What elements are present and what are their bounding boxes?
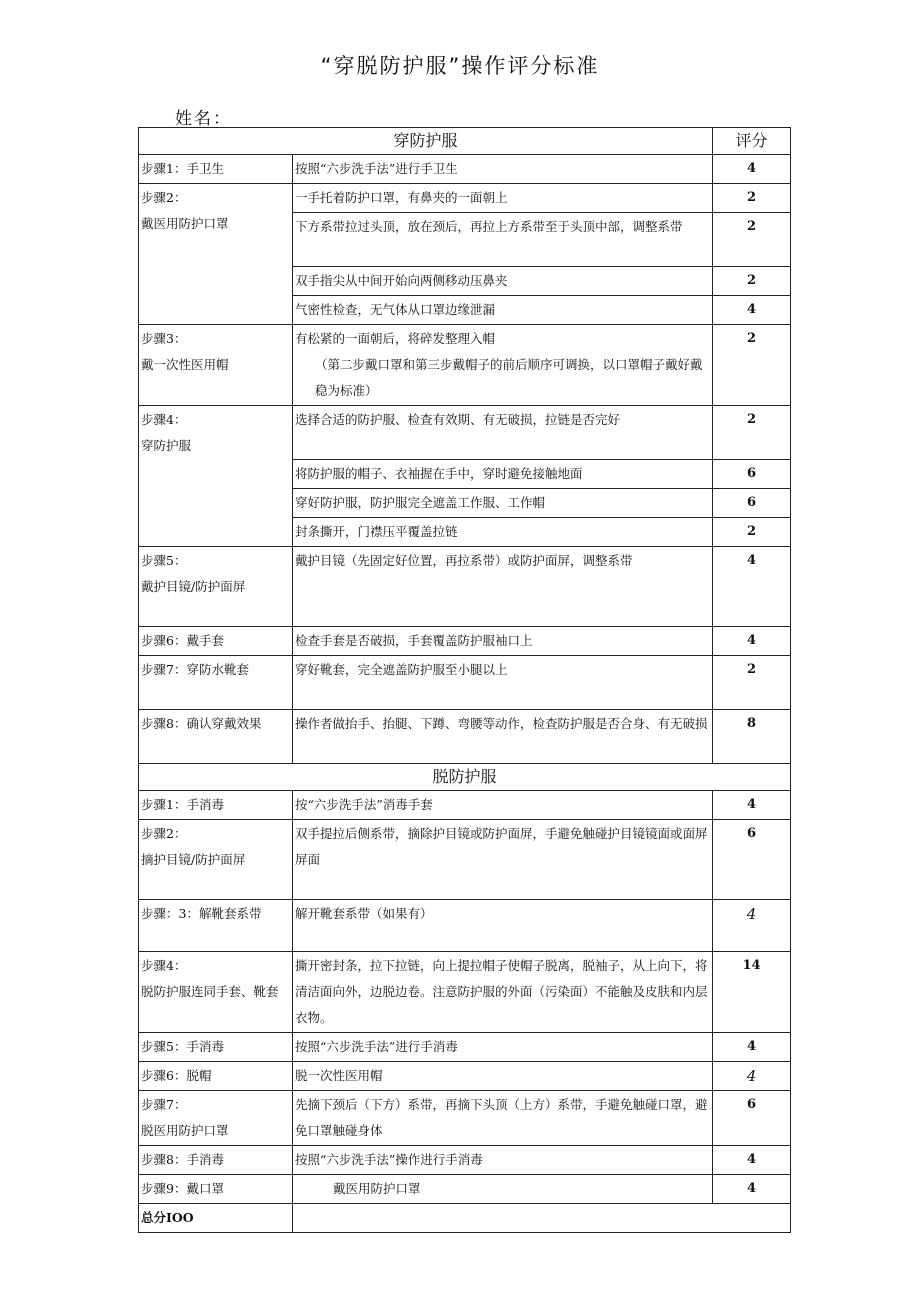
table-row xyxy=(139,656,791,710)
step-label: 步骤7： xyxy=(141,1097,187,1112)
table-row xyxy=(139,184,791,213)
step-name: 脱医用防护口罩 xyxy=(141,1123,229,1138)
desc-cell xyxy=(293,325,713,406)
step-cell: 步骤5：手消毒 xyxy=(139,1033,293,1062)
score-cell: 4 xyxy=(713,1033,791,1062)
step-cell: 步骤6：戴手套 xyxy=(139,627,293,656)
score-cell: 6 xyxy=(713,489,791,518)
desc-cell: 按照“六步洗手法”操作进行手消毒 xyxy=(293,1146,713,1175)
step-cell xyxy=(139,184,293,325)
desc-cell: 将防护服的帽子、衣袖握在手中，穿时避免接触地面 xyxy=(293,460,713,489)
step-label: 步骤2： xyxy=(141,190,187,205)
score-cell: 2 xyxy=(713,406,791,460)
step-cell xyxy=(139,820,293,900)
score-cell: 6 xyxy=(713,460,791,489)
score-cell: 2 xyxy=(713,213,791,267)
desc-note: （第二步戴口罩和第三步戴帽子的前后顺序可调换，以口罩帽子戴好戴稳为标准） xyxy=(315,357,703,398)
step-name: 穿防护服 xyxy=(141,438,192,453)
step-cell: 步骤9：戴口罩 xyxy=(139,1175,293,1204)
total-score: 总分IOO xyxy=(139,1204,293,1233)
score-cell: 6 xyxy=(713,820,791,900)
step-label: 步骤5： xyxy=(141,553,187,568)
desc-cell: 按“六步洗手法”消毒手套 xyxy=(293,791,713,820)
step-label: 步骤3： xyxy=(141,331,187,346)
score-cell: 2 xyxy=(713,267,791,296)
score-cell: 2 xyxy=(713,518,791,547)
score-cell: 4 xyxy=(713,296,791,325)
desc-cell: 一手托着防护口罩，有鼻夹的一面朝上 xyxy=(293,184,713,213)
table-row xyxy=(139,710,791,764)
desc-cell: 按照“六步洗手法”进行手消毒 xyxy=(293,1033,713,1062)
step-name: 戴一次性医用帽 xyxy=(141,357,229,372)
score-cell: 8 xyxy=(713,710,791,764)
desc-cell: 先摘下颈后（下方）系带，再摘下头顶（上方）系带，手避免触碰口罩，避免口罩触碰身体 xyxy=(293,1091,713,1146)
table-row xyxy=(139,1175,791,1204)
score-cell: 4 xyxy=(713,155,791,184)
desc-cell: 脱一次性医用帽 xyxy=(293,1062,713,1091)
score-cell: 2 xyxy=(713,325,791,406)
desc-cell: 穿好靴套，完全遮盖防护服至小腿以上 xyxy=(293,656,713,710)
step-cell: 步骤：3：解靴套系带 xyxy=(139,900,293,952)
desc-cell: 穿好防护服，防护服完全遮盖工作服、工作帽 xyxy=(293,489,713,518)
table-row xyxy=(139,1091,791,1146)
step-name: 戴护目镜/防护面屏 xyxy=(141,579,246,594)
step-cell: 步骤8：确认穿戴效果 xyxy=(139,710,293,764)
total-empty-cell xyxy=(293,1204,791,1233)
table-row xyxy=(139,952,791,1033)
don-section-header: 穿防护服 xyxy=(139,128,713,155)
step-cell xyxy=(139,1091,293,1146)
step-label: 步骤4： xyxy=(141,412,187,427)
step-name: 戴医用防护口罩 xyxy=(141,216,229,231)
step-cell: 步骤7：穿防水靴套 xyxy=(139,656,293,710)
desc-text: 有松紧的一面朝后，将碎发整理入帽 xyxy=(295,331,496,346)
desc-cell: 下方系带拉过头顶，放在颈后，再拉上方系带至于头顶中部，调整系带 xyxy=(293,213,713,267)
name-label: 姓名： xyxy=(175,109,232,129)
desc-cell: 气密性检查，无气体从口罩边缘泄漏 xyxy=(293,296,713,325)
desc-cell: 撕开密封条，拉下拉链，向上提拉帽子使帽子脱离，脱袖子，从上向下，将清洁面向外，边脱边卷。注意防护服的外面（污染面）不能触及皮肤和内层衣物。 xyxy=(293,952,713,1033)
score-cell: 4 xyxy=(713,900,791,952)
step-name: 摘护目镜/防护面屏 xyxy=(141,852,246,867)
desc-cell: 按照“六步洗手法”进行手卫生 xyxy=(293,155,713,184)
step-cell: 步骤1：手卫生 xyxy=(139,155,293,184)
step-cell xyxy=(139,406,293,547)
step-cell xyxy=(139,952,293,1033)
desc-cell: 戴医用防护口罩 xyxy=(293,1175,713,1204)
desc-cell: 双手提拉后侧系带，摘除护目镜或防护面屏，手避免触碰护目镜镜面或面屏屏面 xyxy=(293,820,713,900)
score-cell: 2 xyxy=(713,184,791,213)
table-row xyxy=(139,155,791,184)
step-cell: 步骤8：手消毒 xyxy=(139,1146,293,1175)
doff-header-row xyxy=(139,764,791,791)
table-row xyxy=(139,325,791,406)
table-row xyxy=(139,820,791,900)
table-row xyxy=(139,1062,791,1091)
step-cell xyxy=(139,325,293,406)
score-cell: 4 xyxy=(713,1146,791,1175)
score-cell: 4 xyxy=(713,791,791,820)
score-cell: 4 xyxy=(713,547,791,627)
total-row xyxy=(139,1204,791,1233)
table-row xyxy=(139,900,791,952)
desc-cell: 选择合适的防护服、检查有效期、有无破损，拉链是否完好 xyxy=(293,406,713,460)
step-label: 步骤2： xyxy=(141,826,187,841)
doff-section-header: 脱防护服 xyxy=(139,764,791,791)
score-column-header: 评分 xyxy=(713,128,791,155)
score-cell: 4 xyxy=(713,627,791,656)
desc-cell: 操作者做抬手、抬腿、下蹲、弯腰等动作，检查防护服是否合身、有无破损 xyxy=(293,710,713,764)
desc-cell: 戴护目镜（先固定好位置，再拉系带）或防护面屏，调整系带 xyxy=(293,547,713,627)
step-cell: 步骤6：脱帽 xyxy=(139,1062,293,1091)
score-cell: 4 xyxy=(713,1175,791,1204)
score-cell: 2 xyxy=(713,656,791,710)
table-row xyxy=(139,1033,791,1062)
desc-cell: 解开靴套系带（如果有） xyxy=(293,900,713,952)
score-cell: 4 xyxy=(713,1062,791,1091)
step-name: 脱防护服连同手套、靴套 xyxy=(141,984,279,999)
desc-cell: 检查手套是否破损，手套覆盖防护服袖口上 xyxy=(293,627,713,656)
scoring-table xyxy=(138,127,791,1233)
step-cell: 步骤1：手消毒 xyxy=(139,791,293,820)
table-row xyxy=(139,406,791,460)
don-header-row xyxy=(139,128,791,155)
table-row xyxy=(139,627,791,656)
desc-cell: 双手指尖从中间开始向两侧移动压鼻夹 xyxy=(293,267,713,296)
table-row xyxy=(139,791,791,820)
score-cell: 14 xyxy=(713,952,791,1033)
desc-cell: 封条撕开，门襟压平覆盖拉链 xyxy=(293,518,713,547)
table-row xyxy=(139,1146,791,1175)
table-row xyxy=(139,547,791,627)
score-cell: 6 xyxy=(713,1091,791,1146)
step-label: 步骤4： xyxy=(141,958,187,973)
step-cell xyxy=(139,547,293,627)
page-title: “穿脱防护服”操作评分标准 xyxy=(320,54,600,78)
